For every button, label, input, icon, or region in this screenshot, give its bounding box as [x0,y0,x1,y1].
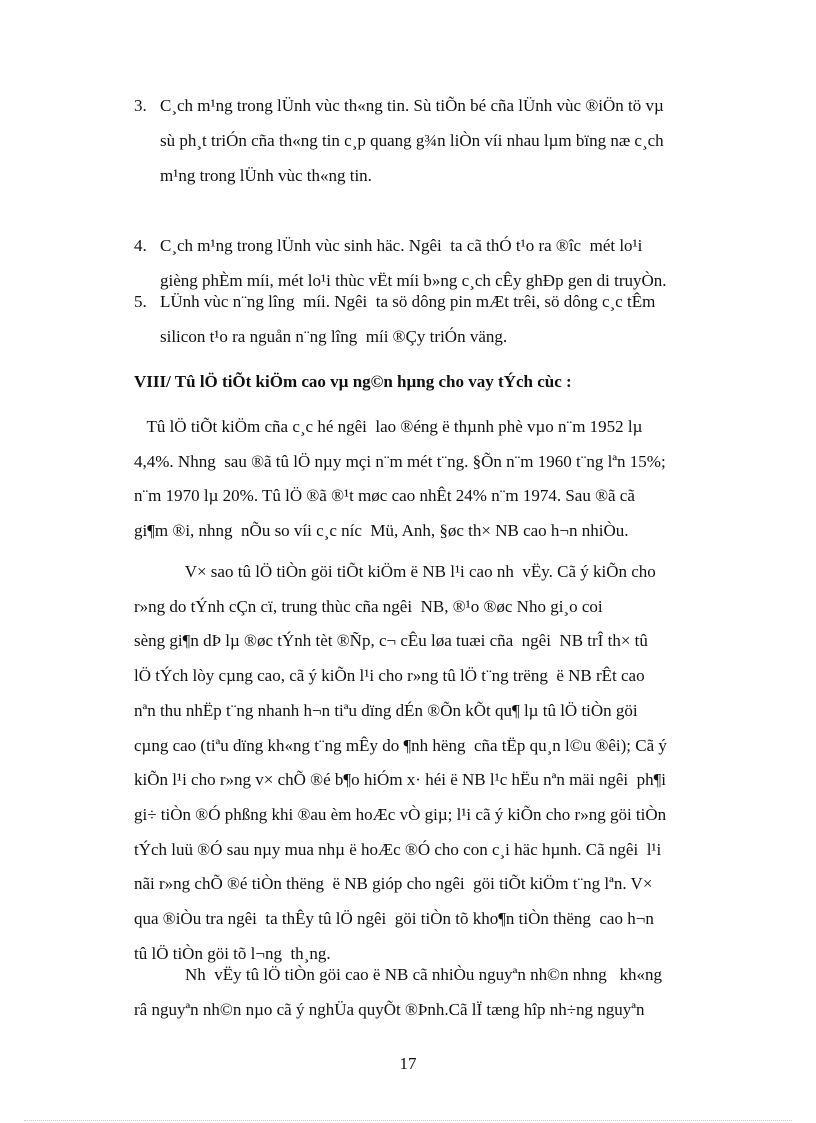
text-line: gi÷ tiÒn ®Ó phßng khi ®au èm hoÆc vÒ giµ; l¹i cã ý kiÕn cho r»ng göi tiÒn [134,804,667,824]
text-line: tû lÖ tiÒn göi tõ l¬ng th¸ng. [134,943,331,963]
text-line: silicon t¹o ra nguån n¨ng lîng míi ®Çy triÓn väng. [160,327,508,346]
text-line: tÝch luü ®Ó sau nµy mua nhµ ë hoÆc ®Ó cho con c¸i häc hµnh. Cã ngêi l¹i [134,839,662,859]
list-item-number: 4. [134,236,147,255]
text-line: râ nguyªn nh©n nµo cã ý nghÜa quyÕt ®Þnh.Cã lÏ tæng hîp nh÷ng nguyªn [134,999,645,1019]
text-line: V× sao tû lÖ tiÒn göi tiÕt kiÖm ë NB l¹i cao nh vËy. Cã ý kiÕn cho [134,562,656,581]
text-line: m¹ng trong lÜnh vùc th«ng tin. [160,166,372,185]
list-item-text [160,284,744,354]
paragraph [134,555,740,971]
text-line: nªn thu nhËp t¨ng nhanh h¬n tiªu dïng dÉn ®Õn kÕt qu¶ lµ tû lÖ tiÒn göi [134,700,638,720]
text-line: nãi r»ng chÕ ®é tiÒn thëng ë NB gióp cho ngêi göi tiÕt kiÖm t¨ng lªn. V× [134,874,653,894]
text-line: C¸ch m¹ng trong lÜnh vùc sinh häc. Ngêi ta cã thÓ t¹o ra ®îc mét lo¹i [160,236,643,255]
text-line: Nh vËy tû lÖ tiÒn göi cao ë NB cã nhiÒu nguyªn nh©n nhng kh«ng [134,965,663,984]
paragraph [134,410,740,549]
list-item-number: 5. [134,292,147,311]
text-line: Tû lÖ tiÕt kiÖm cña c¸c hé ngêi lao ®éng ë thµnh phè vµo n¨m 1952 lµ [134,417,643,436]
text-line: gi¶m ®i, nhng nÕu so víi c¸c níc Mü, Anh, §øc th× NB cao h¬n nhiÒu. [134,521,629,541]
list-item [134,88,744,193]
list-item-text [160,88,744,193]
list-item-number: 3. [134,96,147,115]
text-line: 4,4%. Nhng sau ®ã tû lÖ nµy mçi n¨m mét t¨ng. §Õn n¨m 1960 t¨ng lªn 15%; [134,451,666,471]
text-line: n¨m 1970 lµ 20%. Tû lÖ ®ã ®¹t møc cao nhÊt 24% n¨m 1974. Sau ®ã cã [134,486,635,506]
text-line: sèng gi¶n dÞ lµ ®øc tÝnh tèt ®Ñp, c¬ cÊu løa tuæi cña ngêi NB trÎ th× tû [134,631,648,651]
paragraph [134,958,740,1027]
text-line: sù ph¸t triÓn cña th«ng tin c¸p quang g¾n liÒn víi nhau lµm bïng næ c¸ch [160,131,664,150]
page-number: 17 [399,1054,417,1073]
text-line: qua ®iÒu tra ngêi ta thÊy tû lÖ ngêi göi tiÒn tõ kho¶n tiÒn thëng cao h¬n [134,909,654,929]
text-line: r»ng do tÝnh cÇn cï, trung thùc cña ngêi NB, ®¹o ®øc Nho gi¸o coi [134,596,603,616]
text-line: cµng cao (tiªu dïng kh«ng t¨ng mÊy do ¶nh hëng cña tËp qu¸n l©u ®êi); Cã ý [134,735,667,755]
text-line: kiÕn l¹i cho r»ng v× chÕ ®é b¶o hiÓm x· héi ë NB l¹c hËu nªn mäi ngêi ph¶i [134,770,667,790]
page-bottom-divider [24,1120,792,1121]
text-line: lÖ tÝch lòy cµng cao, cã ý kiÕn l¹i cho r»ng tû lÖ t¨ng trëng ë NB rÊt cao [134,666,645,686]
text-line: gièng phÈm míi, mét lo¹i thùc vËt míi b»ng c¸ch cÊy ghÐp gen di truyÒn. [160,271,667,290]
text-line: C¸ch m¹ng trong lÜnh vùc th«ng tin. Sù tiÕn bé cña lÜnh vùc ®iÖn tö vµ [160,96,664,115]
text-line: LÜnh vùc n¨ng lîng míi. Ngêi ta sö dông pin mÆt trêi, sö dông c¸c tÊm [160,292,656,311]
list-item [134,284,744,354]
section-heading: VIII/ Tû lÖ tiÕt kiÖm cao vµ ng©n hµng cho vay tÝch cùc : [134,372,572,391]
